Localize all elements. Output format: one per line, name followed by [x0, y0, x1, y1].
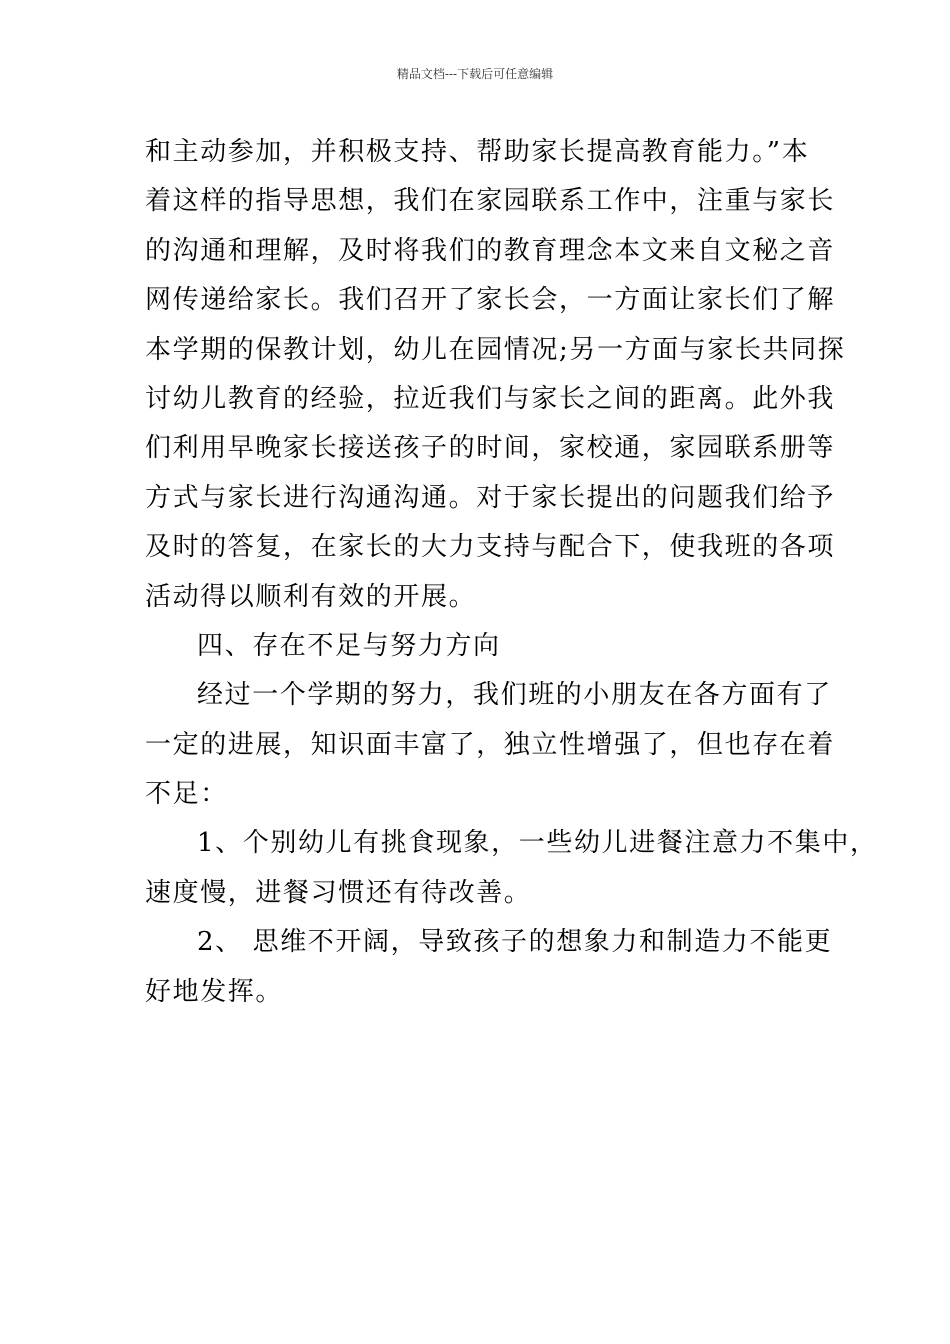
- text-line: 活动得以顺利有效的开展。: [145, 581, 477, 612]
- document-body: [145, 128, 878, 1017]
- text-line: 讨幼儿教育的经验，拉近我们与家长之间的距离。此外我: [145, 383, 836, 414]
- text-line: 的沟通和理解，及时将我们的教育理念本文来自文秘之音: [145, 235, 836, 266]
- text-line: 一定的进展，知识面丰富了，独立性增强了，但也存在着: [145, 729, 836, 760]
- text-line: 本学期的保教计划，幼儿在园情况;另一方面与家长共同探: [145, 334, 846, 365]
- text-line: 方式与家长进行沟通沟通。对于家长提出的问题我们给予: [145, 482, 836, 513]
- page-header: 精品文档---下载后可任意编辑: [396, 67, 554, 81]
- text-line: 及时的答复，在家长的大力支持与配合下，使我班的各项: [145, 532, 836, 563]
- text-line: 不足：: [145, 779, 228, 810]
- list-item: 1、个别幼儿有挑食现象，一些幼儿进餐注意力不集中，: [197, 828, 878, 859]
- text-line: 经过一个学期的努力，我们班的小朋友在各方面有了: [197, 680, 832, 711]
- text-line: 们利用早晚家长接送孩子的时间，家校通，家园联系册等: [145, 433, 836, 464]
- section-heading: 四、存在不足与努力方向: [197, 630, 501, 661]
- text-line: 好地发挥。: [145, 976, 284, 1007]
- text-line: 网传递给家长。我们召开了家长会，一方面让家长们了解: [145, 285, 836, 316]
- text-line: 着这样的指导思想，我们在家园联系工作中，注重与家长: [145, 186, 836, 217]
- list-item: 2、 思维不开阔，导致孩子的想象力和制造力不能更: [197, 927, 833, 958]
- text-line: 和主动参加，并积极支持、帮助家长提高教育能力。”本: [145, 137, 810, 167]
- text-line: 速度慢，进餐习惯还有待改善。: [145, 877, 532, 908]
